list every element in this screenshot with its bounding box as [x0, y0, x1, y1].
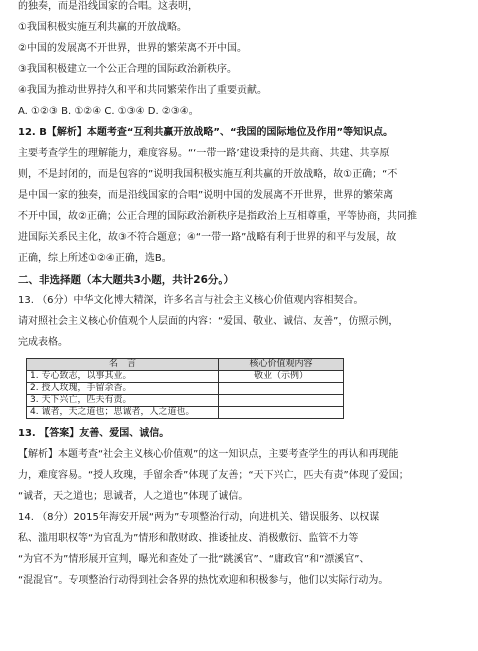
- q12-analysis-line: 进国际关系民主化，故③不符合题意；④“一带一路”战略有利于世界的和平与发展，故: [18, 232, 397, 243]
- table-cell-value: [219, 395, 344, 407]
- table-row: [27, 371, 344, 383]
- option-2: ②中国的发展离不开世界，世界的繁荣离不开中国。: [18, 43, 247, 54]
- table-header-row: [27, 359, 344, 371]
- q12-analysis-line: 则，不是封闭的，而是包容的”说明我国积极实施互利共赢的开放战略，故①正确；“不: [18, 169, 398, 180]
- table-row: [27, 383, 344, 395]
- option-4: ④我国为推动世界持久和平和共同繁荣作出了重要贡献。: [18, 85, 267, 96]
- table-cell-quote: 1. 专心致志，以事其业。: [27, 371, 219, 383]
- answer-choices: A. ①②③ B. ①②④ C. ①③④ D. ②③④。: [18, 106, 199, 117]
- q13-stem-line: 13. （6分）中华文化博大精深，许多名言与社会主义核心价值观内容相契合。: [18, 295, 364, 306]
- option-1: ①我国积极实施互利共赢的开放战略。: [18, 22, 187, 33]
- text-line: 的独奏，而是沿线国家的合唱。这表明，: [18, 1, 198, 12]
- section-title: 二、非选择题（本大题共3小题，共计26分。）: [18, 274, 235, 286]
- table-cell-quote: 3. 天下兴亡，匹夫有责。: [27, 395, 219, 407]
- q13-answer: 13. 【答案】友善、爱国、诚信。: [18, 428, 170, 439]
- q14-stem-line: 14. （8分）2015年海安开展“两为”专项整治行动，向进机关、错误服务、以权谋: [18, 512, 380, 523]
- q14-stem-line: 私、滥用职权等“为官乱为”情形和散财政、推诿扯皮、消极敷衍、监管不力等: [18, 533, 359, 544]
- table-header-value: 核心价值观内容: [219, 359, 344, 371]
- table-cell-value: [219, 383, 344, 395]
- q13-stem-line: 完成表格。: [18, 337, 68, 348]
- table-cell-value: [219, 407, 344, 419]
- table-header-quote: 名 言: [27, 359, 219, 371]
- q13-stem-line: 请对照社会主义核心价值观个人层面的内容：“爱国、敬业、诚信、友善”，仿照示例，: [18, 316, 399, 327]
- q13-analysis-line: 【解析】本题考查“社会主义核心价值观”的这一知识点，主要考查学生的再认和再现能: [18, 449, 399, 460]
- table-row: [27, 407, 344, 419]
- q12-analysis-line: 12. B【解析】本题考查“互利共赢开放战略”、“我国的国际地位及作用”等知识点。: [18, 127, 394, 138]
- table-cell-quote: 2. 授人玫瑰，手留余香。: [27, 383, 219, 395]
- q12-analysis-line: 不开中国，故②正确；公正合理的国际政治新秩序是指政治上互相尊重，平等协商，共同推: [18, 211, 417, 222]
- q12-analysis-line: 正确，综上所述①②④正确，选B。: [18, 253, 172, 264]
- table-cell-value: 敬业（示例）: [219, 371, 344, 383]
- q12-analysis-line: 是中国一家的独奏，而是沿线国家的合唱”说明中国的发展离不开世界，世界的繁荣离: [18, 190, 394, 201]
- option-3: ③我国积极建立一个公正合理的国际政治新秩序。: [18, 64, 237, 75]
- q13-analysis-line: 力，难度容易。“授人玫瑰，手留余香”体现了友善；“天下兴亡，匹夫有责”体现了爱国；: [18, 470, 409, 481]
- table-row: [27, 395, 344, 407]
- q12-analysis-line: 主要考查学生的理解能力，难度容易。“‘一带一路’建设秉持的是共商、共建、共享原: [18, 148, 390, 159]
- idiom-table: [26, 358, 344, 419]
- q13-analysis-line: “诚者，天之道也；思诚者，人之道也”体现了诚信。: [18, 491, 249, 502]
- q14-stem-line: “为官不为”情形展开宣判，曝光和查处了一批“跳溪官”、“庸政官”和“漂溪官”、: [18, 554, 370, 565]
- table-cell-quote: 4. 诚者，天之道也；思诚者，人之道也。: [27, 407, 219, 419]
- q14-stem-line: “混混官”。专项整治行动得到社会各界的热忱欢迎和积极参与，他们以实际行动为。: [18, 575, 389, 586]
